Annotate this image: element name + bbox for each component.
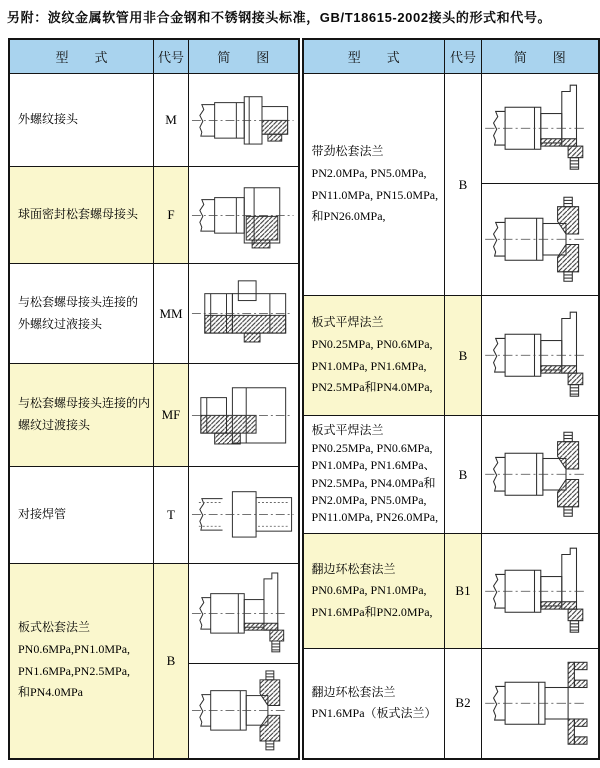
fitting-type-line: PN0.25MPa, PN0.6MPa,	[311, 336, 433, 351]
fitting-type-line: 和PN26.0MPa,	[311, 209, 386, 224]
fitting-code-cell: B2	[445, 649, 482, 759]
fitting-type-cell	[9, 364, 154, 466]
fitting-code-cell: B	[154, 563, 189, 758]
fitting-type-line: PN11.0MPa, PN15.0MPa,	[311, 187, 439, 202]
fitting-schematic	[189, 470, 298, 559]
fitting-type-line: 带劲松套法兰	[311, 144, 384, 159]
fitting-type-line: 板式平焊法兰	[311, 423, 384, 438]
fitting-schematic	[482, 308, 598, 403]
fitting-schematic	[482, 656, 598, 751]
header-diagram: 简 图	[189, 39, 299, 74]
fitting-type-line: 与松套螺母接头连接的	[18, 295, 139, 310]
fitting-type-line: 翻边环松套法兰	[311, 684, 396, 699]
fitting-type-line: PN0.6MPa, PN1.0MPa,	[311, 583, 427, 598]
fitting-type-cell	[303, 416, 445, 534]
fitting-type-cell	[9, 167, 154, 264]
plate-loose-flange-lower-diagram	[189, 663, 299, 758]
table-row	[9, 264, 299, 364]
fitting-type-cell	[303, 296, 445, 416]
fitting-type-cell	[9, 74, 154, 167]
fitting-code-cell: B1	[445, 534, 482, 649]
table-header-row	[9, 39, 299, 74]
fitting-type-line: 与松套螺母接头连接的内	[18, 396, 151, 411]
fitting-type-line: PN2.5MPa, PN4.0MPa和	[311, 475, 436, 490]
table-header-row	[303, 39, 599, 74]
fitting-type-line: PN0.25MPa, PN0.6MPa,	[311, 440, 433, 455]
neck-loose-flange-lower-diagram	[482, 184, 599, 296]
fitting-type-line: PN1.6MPa和PN2.0MPa,	[311, 604, 433, 619]
header-code: 代号	[445, 39, 482, 74]
fitting-type-line: PN2.0MPa, PN5.0MPa,	[311, 165, 427, 180]
fittings-table-left	[8, 38, 300, 760]
fitting-type-line: PN11.0MPa, PN26.0MPa,	[311, 510, 439, 525]
male-male-adapter-fitting-diagram	[189, 264, 299, 364]
table-row	[303, 416, 599, 534]
table-row	[303, 296, 599, 416]
fitting-type-cell	[9, 563, 154, 758]
table-row	[9, 167, 299, 264]
header-type: 型 式	[303, 39, 445, 74]
flared-ring-loose-plate-flange-diagram	[482, 649, 599, 759]
fitting-schematic	[189, 569, 298, 658]
table-row	[9, 74, 299, 167]
fitting-schematic	[482, 81, 598, 176]
fitting-type-line: 对接焊管	[18, 506, 67, 521]
fitting-type-line: PN1.6MPa（板式法兰）	[311, 706, 437, 721]
neck-loose-flange-upper-diagram	[482, 74, 599, 184]
fitting-code-cell: F	[154, 167, 189, 264]
fitting-type-cell	[9, 466, 154, 563]
fitting-type-line: PN1.0MPa, PN1.6MPa、	[311, 458, 436, 473]
fitting-type-line: 板式平焊法兰	[311, 315, 384, 330]
table-row	[9, 563, 299, 663]
fitting-type-line: PN2.5MPa和PN4.0MPa,	[311, 380, 433, 395]
fitting-code-cell: B	[445, 296, 482, 416]
fitting-schematic	[189, 269, 298, 358]
fitting-schematic	[189, 371, 298, 460]
fitting-type-line: PN0.6MPa,PN1.0MPa,	[18, 642, 131, 656]
fitting-type-line: PN1.6MPa,PN2.5MPa,	[18, 663, 131, 678]
header-diagram: 简 图	[482, 39, 599, 74]
fitting-type-cell	[9, 264, 154, 364]
fitting-type-line: 板式松套法兰	[18, 620, 91, 635]
fitting-code-cell: MF	[154, 364, 189, 466]
male-female-adapter-fitting-diagram	[189, 364, 299, 466]
fitting-type-cell	[303, 649, 445, 759]
fitting-code-cell: B	[445, 74, 482, 296]
page-title: 另附：波纹金属软管用非合金钢和不锈钢接头标准，GB/T18615-2002接头的形式和代号。	[7, 10, 552, 25]
fitting-schematic	[189, 666, 298, 755]
male-thread-fitting-diagram	[189, 74, 299, 167]
table-row	[9, 364, 299, 466]
fitting-schematic	[482, 192, 598, 287]
fitting-type-line: 翻边环松套法兰	[311, 561, 396, 576]
fitting-type-line: PN1.0MPa, PN1.6MPa,	[311, 358, 427, 373]
table-row	[303, 534, 599, 649]
fitting-type-line: 螺纹过渡接头	[18, 417, 91, 432]
fitting-code-cell: MM	[154, 264, 189, 364]
fitting-type-line: PN2.0MPa, PN5.0MPa,	[311, 492, 427, 507]
fitting-type-line: 和PN4.0MPa	[18, 685, 84, 700]
table-row	[303, 74, 599, 184]
spherical-seal-loose-nut-fitting-diagram	[189, 167, 299, 264]
header-code: 代号	[154, 39, 189, 74]
fitting-code-cell: T	[154, 466, 189, 563]
fitting-schematic	[482, 427, 598, 522]
flared-ring-loose-flange-diagram	[482, 534, 599, 649]
header-type: 型 式	[9, 39, 154, 74]
plate-weld-flange-diagram	[482, 296, 599, 416]
fitting-schematic	[189, 76, 298, 165]
fittings-table	[8, 38, 600, 760]
fitting-type-cell	[303, 74, 445, 296]
fitting-type-line: 球面密封松套螺母接头	[18, 207, 139, 222]
fitting-schematic	[189, 171, 298, 260]
plate-loose-flange-upper-diagram	[189, 563, 299, 663]
butt-weld-pipe-fitting-diagram	[189, 466, 299, 563]
plate-weld-lap-flange-diagram	[482, 416, 599, 534]
fitting-schematic	[482, 544, 598, 639]
fitting-code-cell: M	[154, 74, 189, 167]
fitting-type-line: 外螺纹接头	[18, 112, 79, 127]
fittings-table-right	[302, 38, 600, 760]
fitting-code-cell: B	[445, 416, 482, 534]
fitting-type-cell	[303, 534, 445, 649]
table-row	[303, 649, 599, 759]
table-row	[9, 466, 299, 563]
fitting-type-line: 外螺纹过液接头	[18, 316, 103, 331]
